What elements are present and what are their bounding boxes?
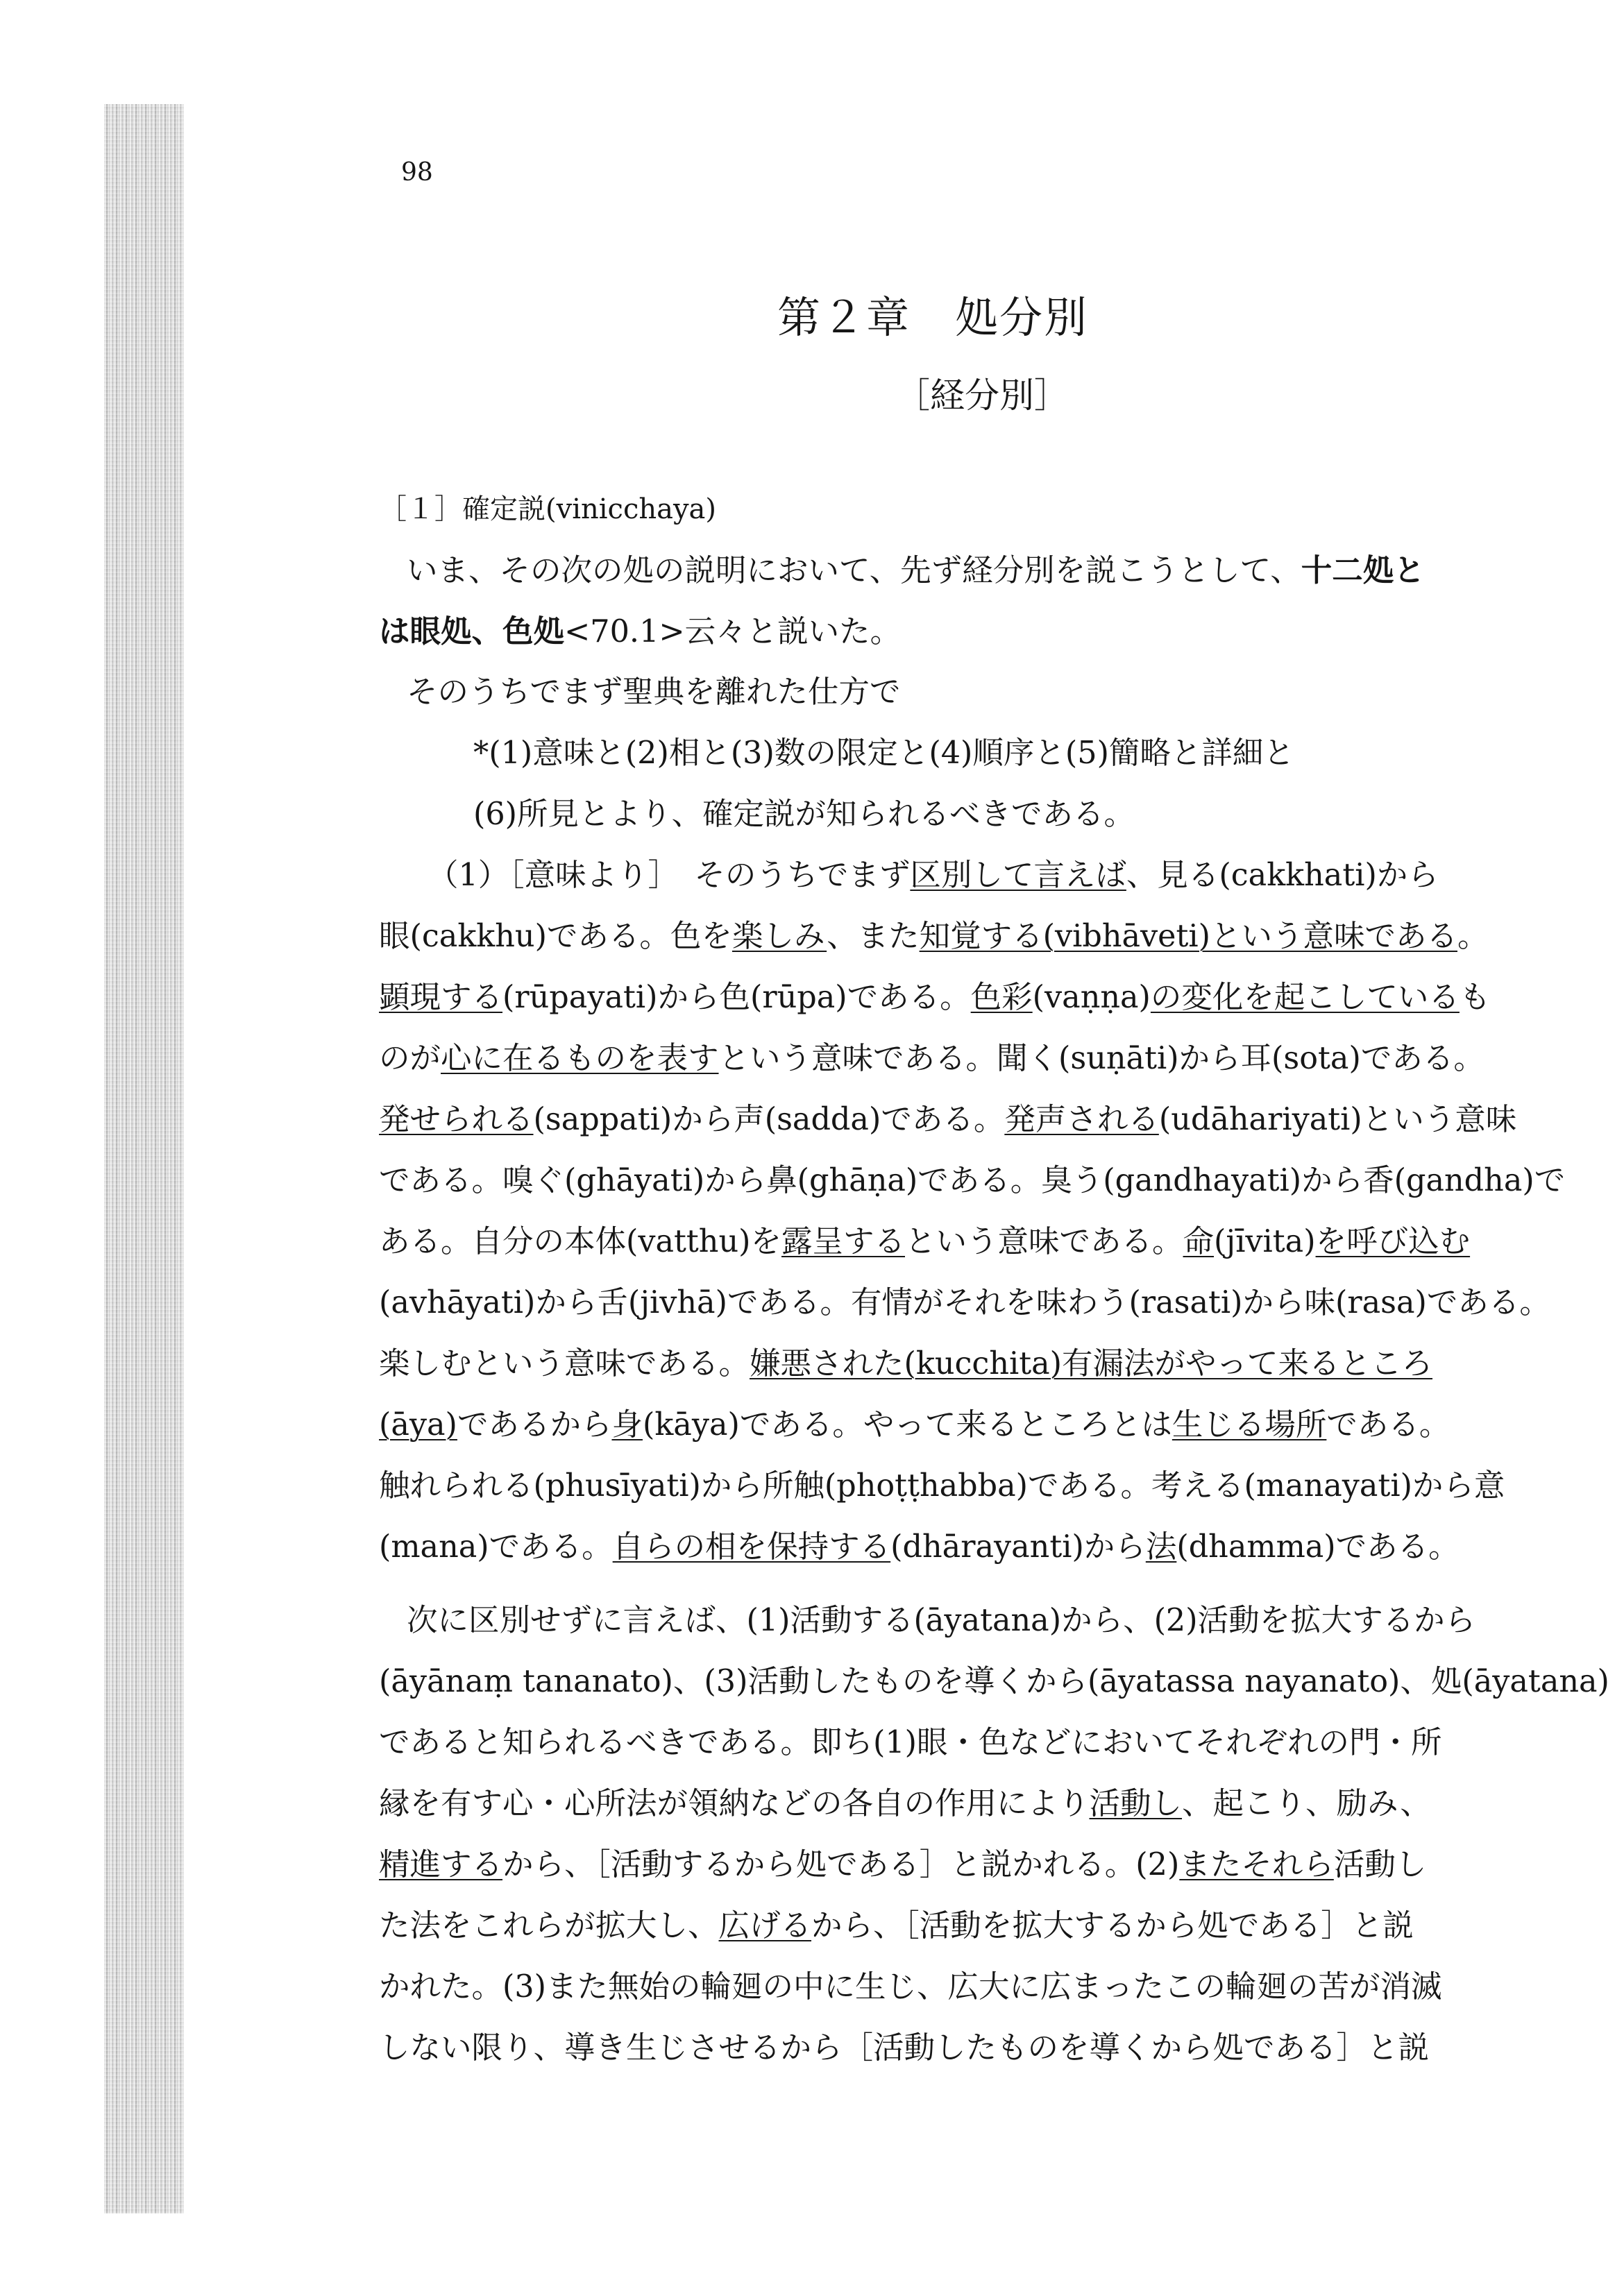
underlined-text: 発せられる [379, 1102, 534, 1137]
text-segment: (āyānaṃ tananato)、(3)活動したものを導くから(āyatassa nayanato)、処(āyatana) [379, 1664, 1609, 1699]
text-segment: かれた。(3)また無始の輪廻の中に生じ、広大に広まったこの輪廻の苦が消滅 [379, 1969, 1442, 2005]
verse-line [473, 784, 1573, 845]
paragraph-line [379, 1835, 1573, 1896]
text-segment: 楽しむという意味である。 [379, 1346, 750, 1381]
text-segment: であるから [457, 1407, 612, 1443]
underlined-text: を呼び込む [1315, 1224, 1471, 1259]
text-segment: である。 [1326, 1407, 1450, 1443]
underlined-text: またそれら [1179, 1847, 1334, 1882]
underlined-text: 精進する [379, 1847, 503, 1882]
text-segment: である。嗅ぐ(ghāyati)から鼻(ghāṇa)である。臭う(gandhayati)から香(gandha)で [379, 1163, 1566, 1198]
paragraph-line [379, 1896, 1573, 1957]
bold-text: 十二処と [1301, 552, 1425, 588]
section-subtitle: ［経分別］ [895, 375, 1069, 416]
paragraph-line [379, 1334, 1573, 1395]
underlined-text: 嫌悪された(kucchita)有漏法がやって来るところ [750, 1346, 1433, 1381]
page-number: 98 [401, 158, 433, 187]
body-text [379, 479, 1609, 2079]
text-segment: (mana)である。 [379, 1529, 613, 1565]
text-segment: という意味である。 [905, 1224, 1183, 1259]
underlined-text: 区別して言えば [910, 858, 1126, 893]
text-segment: (dhārayanti)から [890, 1529, 1146, 1565]
paragraph-line [379, 1211, 1573, 1273]
text-segment: ある。自分の本体(vatthu)を [379, 1224, 781, 1259]
text-segment: 、起こり、励み、 [1182, 1786, 1431, 1821]
underlined-text: (āya) [379, 1407, 457, 1443]
underlined-text: 法 [1145, 1529, 1177, 1565]
text-segment: いま、その次の処の説明において、先ず経分別を説こうとして、 [407, 553, 1301, 588]
text-segment: しない限り、導き生じさせるから［活動したものを導くから処である］と説 [379, 2030, 1430, 2066]
text-segment: 縁を有す心・心所法が領納などの各自の作用により [379, 1786, 1090, 1821]
paragraph-line [407, 1590, 1573, 1651]
text-segment: から、［活動を拡大するから処である］と説 [811, 1908, 1414, 1944]
paragraph-line [379, 1089, 1573, 1150]
text-segment: (kāya)である。やって来るところとは [642, 1407, 1172, 1443]
underlined-text: 活動し [1089, 1786, 1183, 1821]
underlined-text: 顕現する [379, 980, 503, 1015]
text-segment: (avhāyati)から舌(jivhā)である。有情がそれを味わう(rasati)から味(rasa)である。 [379, 1285, 1550, 1320]
paragraph-line [379, 967, 1573, 1028]
underlined-text: 楽しみ [731, 919, 827, 954]
text-segment: *(1)意味と(2)相と(3)数の限定と(4)順序と(5)簡略と詳細と [473, 735, 1294, 771]
text-segment: (dhamma)である。 [1176, 1529, 1460, 1565]
paragraph-line [379, 1395, 1573, 1456]
paragraph-line [379, 1028, 1573, 1089]
paragraph-line [379, 1150, 1573, 1211]
underlined-text: の変化を起こしている [1150, 980, 1460, 1015]
scan-binding-shadow [104, 104, 184, 2213]
text-segment: 触れられる(phusīyati)から所触(phoṭṭhabba)である。考える(manayati)から意 [379, 1468, 1505, 1504]
text-segment: 、見る(cakkhati)から [1126, 858, 1439, 893]
paragraph-line [379, 1517, 1573, 1578]
paragraph-line [407, 662, 1573, 723]
underlined-text: 身 [611, 1407, 643, 1443]
paragraph-line [379, 1651, 1609, 1712]
paragraph-line [379, 601, 1573, 662]
text-segment: (sappati)から声(sadda)である。 [533, 1102, 1005, 1137]
text-segment: (6)所見とより、確定説が知られるべきである。 [473, 797, 1135, 832]
underlined-text: 心に在るものを表す [441, 1041, 719, 1076]
paragraph-line [379, 2018, 1573, 2079]
text-segment: という意味である。聞く(suṇāti)から耳(sota)である。 [718, 1041, 1485, 1076]
paragraph-line [379, 1456, 1573, 1517]
text-segment: も [1459, 980, 1491, 1015]
text-segment: (rūpayati)から色(rūpa)である。 [502, 980, 971, 1015]
underlined-text: 自らの相を保持する [612, 1529, 891, 1565]
underlined-text: 生じる場所 [1172, 1407, 1327, 1443]
paragraph-line [379, 1712, 1573, 1774]
underlined-text: 色彩 [970, 980, 1033, 1015]
paragraph-line [379, 906, 1573, 967]
text-segment: （1）［意味より］ そのうちでまず [428, 858, 911, 893]
section-heading: ［１］確定説(vinicchaya) [379, 493, 717, 525]
text-segment: そのうちでまず聖典を離れた仕方で [407, 674, 901, 710]
chapter-title: 第２章 処分別 [777, 292, 1089, 343]
underlined-text: 露呈する [781, 1224, 905, 1259]
underlined-text: 知覚する(vibhāveti)という意味である [919, 919, 1457, 954]
text-segment: 活動し [1333, 1847, 1427, 1882]
text-segment: 。 [1457, 919, 1489, 954]
text-segment: (vaṇṇa) [1032, 980, 1151, 1015]
bold-text: は眼処、色処 [379, 613, 565, 649]
text-segment: (udāhariyati)という意味 [1158, 1102, 1517, 1137]
paragraph-line [379, 1774, 1573, 1835]
text-segment: 次に区別せずに言えば、(1)活動する(āyatana)から、(2)活動を拡大するから [407, 1603, 1476, 1638]
paragraph-line [428, 845, 1573, 906]
paragraph-line [379, 1273, 1573, 1334]
paragraph-line [407, 540, 1573, 601]
underlined-text: 命 [1183, 1224, 1215, 1259]
underlined-text: 発声される [1004, 1102, 1159, 1137]
text-segment: 、また [827, 919, 920, 954]
paragraph-line [379, 1957, 1573, 2018]
text-segment: から、［活動するから処である］と説かれる。(2) [502, 1847, 1180, 1882]
underlined-text: 広げる [718, 1908, 812, 1944]
text-segment: 眼(cakkhu)である。色を [379, 919, 732, 954]
text-segment: であると知られるべきである。即ち(1)眼・色などにおいてそれぞれの門・所 [379, 1725, 1442, 1760]
text-segment: のが [379, 1041, 441, 1076]
text-segment: た法をこれらが拡大し、 [379, 1908, 719, 1944]
verse-line [473, 723, 1573, 784]
text-segment: (jīvita) [1214, 1224, 1316, 1259]
text-segment: <70.1>云々と説いた。 [564, 614, 902, 649]
